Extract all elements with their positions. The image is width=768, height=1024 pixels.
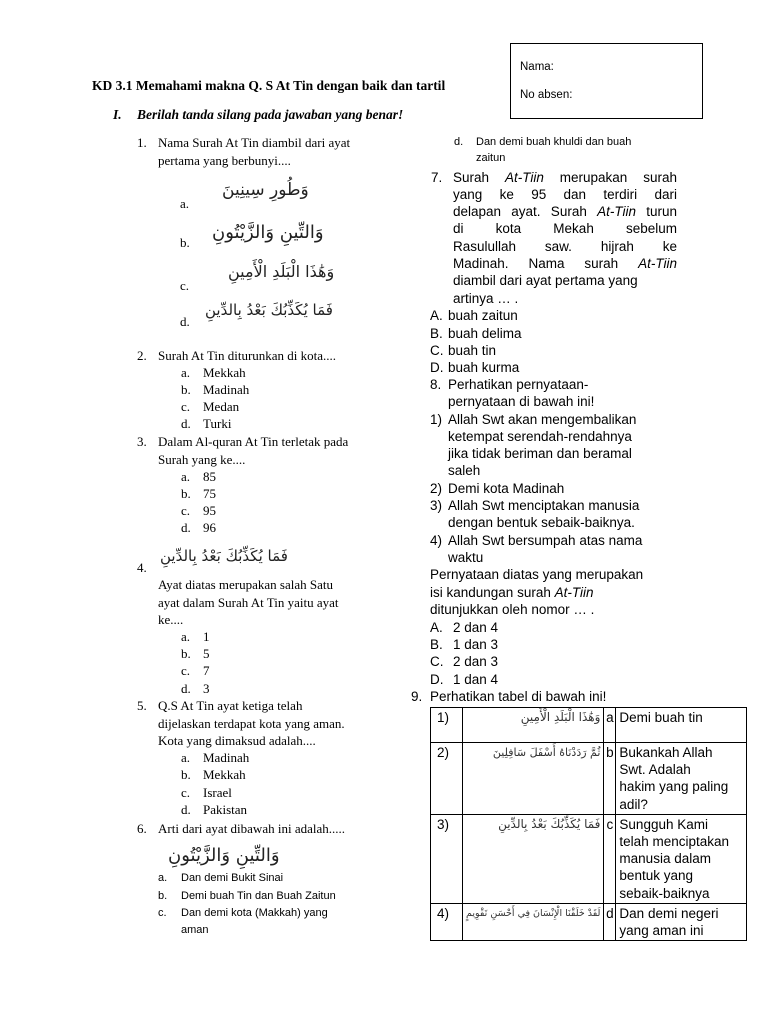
q8-statement-4-line2: waktu	[448, 550, 484, 565]
section-number: I.	[113, 107, 122, 122]
q8-number: 8.	[430, 377, 442, 392]
q7-option-b-text: buah delima	[448, 326, 522, 341]
row-meaning-line: adil?	[619, 796, 648, 812]
q7-line6	[453, 255, 677, 272]
q7-text: delapan ayat. Surah	[453, 204, 598, 219]
q8-statement-1-num: 1)	[430, 412, 443, 427]
q8-statement-1-line2: ketempat serendah-rendahnya	[448, 429, 632, 444]
row-meaning	[616, 903, 747, 940]
q7-option-b-letter[interactable]: B.	[430, 326, 443, 341]
q8-option-c-text: 2 dan 3	[453, 654, 499, 669]
q8-statement-3-line1: Allah Swt menciptakan manusia	[448, 498, 640, 513]
q8-statement-4-num: 4)	[430, 533, 443, 548]
q2-option-c-letter[interactable]: c.	[181, 399, 191, 414]
row-meaning	[616, 814, 747, 903]
page-title: KD 3.1 Memahami makna Q. S At Tin dengan baik dan tartil	[92, 78, 446, 93]
row-meaning-line: telah menciptakan	[619, 834, 729, 850]
q5-option-c-letter[interactable]: c.	[181, 785, 191, 800]
q1-option-b-letter[interactable]: b.	[180, 235, 190, 250]
q8-option-c-letter[interactable]: C.	[430, 654, 444, 669]
q8-statement-1-line3: jika tidak beriman dan beramal	[448, 446, 632, 461]
q7-text: turun	[635, 204, 678, 219]
q6-number: 6.	[137, 821, 147, 836]
q4-option-c-text: 7	[203, 663, 210, 678]
q3-number: 3.	[137, 434, 147, 449]
q6-arabic-verse: وَالتِّينِ وَالزَّيْتُونِ	[168, 845, 280, 866]
q7-text: merupakan surah	[543, 170, 677, 185]
q5-option-a-letter[interactable]: a.	[181, 750, 191, 765]
row-letter: b	[604, 743, 616, 815]
q2-option-c-text: Medan	[203, 399, 240, 414]
q1-text-line2: pertama yang berbunyi....	[158, 153, 291, 168]
q1-number: 1.	[137, 135, 147, 150]
q8-statement-2-line1: Demi kota Madinah	[448, 481, 565, 496]
q7-option-d-text: buah kurma	[448, 360, 520, 375]
q8-statement-4-line1: Allah Swt bersumpah atas nama	[448, 533, 643, 548]
q4-option-b-text: 5	[203, 646, 210, 661]
row-arabic-text: ثُمَّ رَدَدْنَاهُ أَسْفَلَ سَافِلِينَ	[492, 746, 601, 759]
q8-prompt-line3: ditunjukkan oleh nomor … .	[430, 602, 595, 617]
q1-option-d-letter[interactable]: d.	[180, 314, 190, 329]
row-number: 3)	[431, 814, 463, 903]
q8-option-a-text: 2 dan 4	[453, 620, 499, 635]
q2-option-a-text: Mekkah	[203, 365, 246, 380]
q8-statement-1-line1: Allah Swt akan mengembalikan	[448, 412, 637, 427]
q7-line1	[453, 169, 677, 186]
q4-text-line2: ayat dalam Surah At Tin yaitu ayat	[158, 595, 339, 610]
row-meaning-line: Sungguh Kami	[619, 816, 708, 832]
q9-text: Perhatikan tabel di bawah ini!	[430, 689, 607, 704]
q7-line2: yang ke 95 dan terdiri dari	[453, 187, 677, 202]
section-instruction: Berilah tanda silang pada jawaban yang benar!	[137, 107, 404, 122]
q1-option-c-arabic: وَهَٰذَا الْبَلَدِ الْأَمِينِ	[228, 262, 335, 281]
q7-text: Surah	[453, 170, 505, 185]
q4-option-d-letter[interactable]: d.	[181, 681, 191, 696]
row-meaning-line: Demi buah tin	[619, 710, 703, 725]
q4-text-line3: ke....	[158, 612, 184, 627]
q7-surah-name: At-Tiin	[504, 170, 544, 185]
q1-option-a-arabic: وَطُورِ سِينِينَ	[222, 180, 309, 200]
row-arabic	[463, 814, 604, 903]
row-letter: d	[604, 903, 616, 940]
row-meaning-line: sebaik-baiknya	[619, 885, 710, 901]
q1-option-c-letter[interactable]: c.	[180, 278, 190, 293]
q7-option-a-text: buah zaitun	[448, 308, 518, 323]
q7-line5: Rasulullah saw. hijrah ke	[453, 239, 677, 254]
q7-option-a-letter[interactable]: A.	[430, 308, 443, 323]
row-meaning	[616, 743, 747, 815]
q2-option-b-text: Madinah	[203, 382, 250, 397]
q1-text-line1: Nama Surah At Tin diambil dari ayat	[158, 135, 351, 150]
q3-option-d-text: 96	[203, 520, 216, 535]
table-row	[431, 743, 747, 815]
q3-option-a-text: 85	[203, 469, 216, 484]
q5-text-line2: dijelaskan terdapat kota yang aman.	[158, 716, 345, 731]
row-arabic-text: وَهَٰذَا الْبَلَدِ الْأَمِينِ	[520, 710, 601, 724]
name-label: Nama:	[520, 61, 554, 73]
q3-text-line1: Dalam Al-quran At Tin terletak pada	[158, 434, 349, 449]
q7-option-c-letter[interactable]: C.	[430, 343, 444, 358]
q8-prompt-line1: Pernyataan diatas yang merupakan	[430, 567, 644, 582]
q6-option-c-text-line2: aman	[181, 924, 209, 936]
row-letter: c	[604, 814, 616, 903]
q7-text: Madinah. Nama surah	[453, 256, 639, 271]
q3-option-a-letter[interactable]: a.	[181, 469, 191, 484]
q2-option-d-text: Turki	[203, 416, 232, 431]
row-letter: a	[604, 708, 616, 743]
q3-option-b-text: 75	[203, 486, 216, 501]
q8-line1: Perhatikan pernyataan-	[448, 377, 589, 392]
q7-option-c-text: buah tin	[448, 343, 497, 358]
q1-option-d-arabic: فَمَا يُكَذِّبُكَ بَعْدُ بِالدِّينِ	[205, 301, 333, 319]
q1-option-a-letter[interactable]: a.	[180, 196, 190, 211]
q6-option-c-letter[interactable]: c.	[158, 907, 167, 919]
row-arabic	[463, 903, 604, 940]
q3-option-b-letter[interactable]: b.	[181, 486, 191, 501]
q8-option-d-text: 1 dan 4	[453, 672, 499, 687]
q8-option-d-letter[interactable]: D.	[430, 672, 444, 687]
absen-label: No absen:	[520, 89, 573, 101]
q4-option-a-text: 1	[203, 629, 210, 644]
q6-option-d-letter[interactable]: d.	[454, 136, 464, 148]
row-meaning-line: Dan demi negeri	[619, 905, 719, 921]
q8-option-b-text: 1 dan 3	[453, 637, 499, 652]
q2-option-b-letter[interactable]: b.	[181, 382, 191, 397]
q6-option-a-letter[interactable]: a.	[158, 872, 168, 884]
row-meaning-line: Swt. Adalah	[619, 762, 691, 778]
q5-text-line3: Kota yang dimaksud adalah....	[158, 733, 316, 748]
q5-option-b-text: Mekkah	[203, 767, 246, 782]
q6-option-c-text: Dan demi kota (Makkah) yang	[181, 907, 328, 919]
q3-option-c-text: 95	[203, 503, 216, 518]
q8-option-b-letter[interactable]: B.	[430, 637, 443, 652]
q8-option-a-letter[interactable]: A.	[430, 620, 443, 635]
q6-option-d-text-line2: zaitun	[476, 152, 506, 164]
row-meaning-line: hakim yang paling	[619, 779, 729, 795]
q8-statement-3-num: 3)	[430, 498, 443, 513]
q3-text-line2: Surah yang ke....	[158, 452, 246, 467]
row-meaning-line: Bukankah Allah	[619, 745, 713, 760]
q4-option-b-letter[interactable]: b.	[181, 646, 191, 661]
student-info-box	[510, 43, 703, 119]
q8-statement-2-num: 2)	[430, 481, 443, 496]
q4-arabic-verse: فَمَا يُكَذِّبُكَ بَعْدُ بِالدِّينِ	[160, 547, 288, 565]
row-meaning-line: manusia dalam	[619, 851, 711, 867]
row-arabic	[463, 743, 604, 815]
row-arabic-text: لَقَدْ خَلَقْنَا الْإِنْسَانَ فِي أَحْسَنِ تَقْوِيمٍ	[466, 907, 601, 919]
q9-matching-table	[430, 707, 747, 941]
q7-surah-name: At-Tiin	[638, 256, 677, 271]
q3-option-d-letter[interactable]: d.	[181, 520, 191, 535]
q2-option-a-letter[interactable]: a.	[181, 365, 191, 380]
q5-option-c-text: Israel	[203, 785, 232, 800]
q7-number: 7.	[431, 170, 443, 185]
q7-line8: artinya … .	[453, 291, 519, 306]
q4-number: 4.	[137, 560, 147, 575]
row-arabic-text: فَمَا يُكَذِّبُكَ بَعْدُ بِالدِّينِ	[498, 816, 601, 831]
row-number: 1)	[431, 708, 463, 743]
q5-option-b-letter[interactable]: b.	[181, 767, 191, 782]
q6-option-a-text: Dan demi Bukit Sinai	[181, 872, 284, 884]
q4-option-d-text: 3	[203, 681, 210, 696]
q8-prompt-line2	[430, 584, 593, 601]
q8-surah-name: At-Tiin	[554, 585, 594, 600]
q4-option-a-letter[interactable]: a.	[181, 629, 191, 644]
q7-line3	[453, 203, 677, 220]
q2-option-d-letter[interactable]: d.	[181, 416, 191, 431]
q5-number: 5.	[137, 698, 147, 713]
table-row	[431, 903, 747, 940]
q7-line7: diambil dari ayat pertama yang	[453, 273, 638, 288]
q5-option-a-text: Madinah	[203, 750, 250, 765]
q6-option-d-text: Dan demi buah khuldi dan buah	[476, 136, 632, 148]
q6-option-b-letter[interactable]: b.	[158, 890, 168, 902]
q3-option-c-letter[interactable]: c.	[181, 503, 191, 518]
q2-number: 2.	[137, 348, 147, 363]
q5-option-d-letter[interactable]: d.	[181, 802, 191, 817]
q6-option-b-text: Demi buah Tin dan Buah Zaitun	[181, 890, 336, 902]
q7-line4: di kota Mekah sebelum	[453, 221, 677, 236]
q5-text-line1: Q.S At Tin ayat ketiga telah	[158, 698, 303, 713]
q1-option-b-arabic: وَالتِّينِ وَالزَّيْتُونِ	[212, 222, 324, 243]
row-number: 2)	[431, 743, 463, 815]
q9-number: 9.	[411, 689, 423, 704]
q8-line2: pernyataan di bawah ini!	[448, 394, 595, 409]
row-arabic	[463, 708, 604, 743]
q4-option-c-letter[interactable]: c.	[181, 663, 191, 678]
q4-text-line1: Ayat diatas merupakan salah Satu	[158, 577, 333, 592]
q8-statement-1-line4: saleh	[448, 463, 481, 478]
q6-text: Arti dari ayat dibawah ini adalah.....	[158, 821, 345, 836]
row-meaning-line: bentuk yang	[619, 868, 693, 884]
q5-option-d-text: Pakistan	[203, 802, 248, 817]
table-row	[431, 708, 747, 743]
q7-option-d-letter[interactable]: D.	[430, 360, 444, 375]
q7-surah-name: At-Tiin	[597, 204, 636, 219]
q2-text: Surah At Tin diturunkan di kota....	[158, 348, 337, 363]
q8-statement-3-line2: dengan bentuk sebaik-baiknya.	[448, 515, 635, 530]
table-row	[431, 814, 747, 903]
row-meaning-line: yang aman ini	[619, 923, 704, 939]
q8-prompt-text: isi kandungan surah	[430, 585, 555, 600]
row-meaning	[616, 708, 747, 743]
row-number: 4)	[431, 903, 463, 940]
